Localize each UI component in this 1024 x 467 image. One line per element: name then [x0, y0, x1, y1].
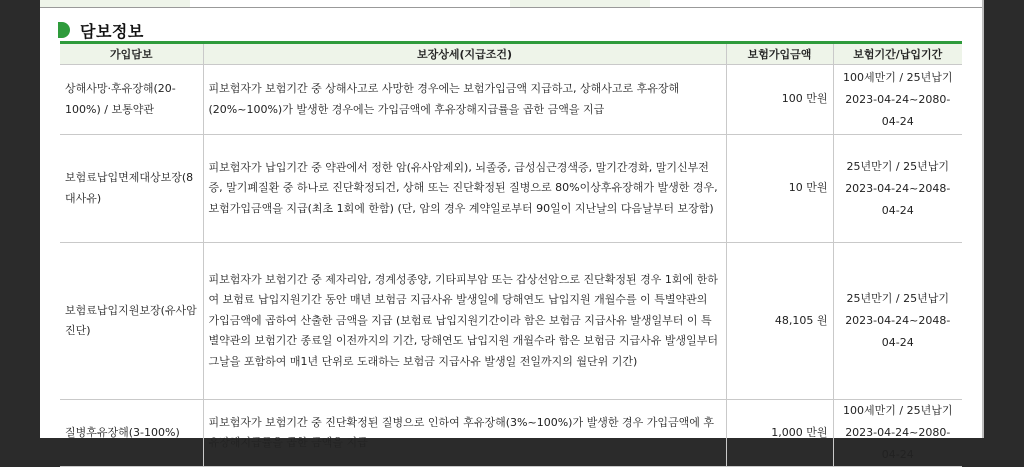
document-page	[40, 0, 984, 461]
coverage-table	[60, 41, 962, 467]
table-row	[60, 135, 962, 243]
coverage-amount: 1,000 만원	[726, 400, 833, 467]
coverage-amount: 100 만원	[726, 65, 833, 135]
section-title	[58, 18, 144, 42]
section-bullet-icon	[58, 22, 70, 38]
table-row	[60, 243, 962, 400]
coverage-detail: 피보험자가 보험기간 중 진단확정된 질병으로 인하여 후유장해(3%~100%)가 발생한 경우 가입금액에 후유장해지급률을 곱한 금액을 지급	[203, 400, 726, 467]
period-dates: 2023-04-24~2048-04-24	[845, 181, 951, 217]
coverage-detail: 피보험자가 보험기간 중 상해사고로 사망한 경우에는 보험가입금액 지급하고, 상해사고로 후유장해(20%~100%)가 발생한 경우에는 가입금액에 후유장해지급률을 곱한 금액을 지급	[203, 65, 726, 135]
period-term: 25년만기 / 25년납기	[846, 292, 949, 305]
table-row	[60, 400, 962, 467]
section-title-text: 담보정보	[80, 21, 144, 41]
coverage-name: 상해사망·후유장해(20-100%) / 보통약관	[60, 65, 203, 135]
header-detail: 보장상세(지급조건)	[203, 43, 726, 65]
previous-row-clipped	[40, 0, 984, 8]
period-dates: 2023-04-24~2080-04-24	[845, 92, 951, 128]
period-dates: 2023-04-24~2080-04-24	[845, 426, 951, 461]
header-coverage: 가입담보	[60, 43, 203, 65]
coverage-detail: 피보험자가 보험기간 중 제자리암, 경계성종양, 기타피부암 또는 갑상선암으로 진단확정된 경우 1회에 한하여 보험료 납입지원기간 동안 매년 보험금 지급사유 발생일에 당해연도 납입지원 개월수를 이 특별약관의 가입금액에 곱하여 산출한 금액을 지급 (보험료 납입지원기간이라 함은 보험금 지급사유 발생일부터 이 특별약관의 보험기간 종료일 이전까지의 기간, 당해연도 납입지원 개월수라 함은 보험금 지급사유 발생일부터 그날을 포함하여 매1년 단위로 도래하는 보험금 지급사유 발생일 전일까지의 월단위 기간)	[203, 243, 726, 400]
header-period: 보험기간/납입기간	[833, 43, 962, 65]
table-row	[60, 65, 962, 135]
coverage-period	[833, 135, 962, 243]
period-term: 100세만기 / 25년납기	[843, 404, 953, 417]
coverage-amount: 48,105 원	[726, 243, 833, 400]
coverage-name: 질병후유장해(3-100%)	[60, 400, 203, 467]
coverage-name: 보험료납입지원보장(유사암진단)	[60, 243, 203, 400]
coverage-period	[833, 400, 962, 467]
coverage-period	[833, 243, 962, 400]
coverage-name: 보험료납입면제대상보장(8대사유)	[60, 135, 203, 243]
coverage-detail: 피보험자가 납입기간 중 약관에서 정한 암(유사암제외), 뇌졸중, 급성심근경색증, 말기간경화, 말기신부전증, 말기폐질환 중 하나로 진단확정되건, 상해 또는 진단확정된 질병으로 80%이상후유장해가 발생한 경우, 보험가입금액을 지급(최초 1회에 한함) (단, 암의 경우 계약일로부터 90일이 지난날의 다음날부터 보장함)	[203, 135, 726, 243]
table-header-row	[60, 43, 962, 65]
period-term: 25년만기 / 25년납기	[846, 159, 949, 173]
page-right-border	[982, 0, 984, 438]
coverage-period	[833, 65, 962, 135]
coverage-amount: 10 만원	[726, 135, 833, 243]
header-amount: 보험가입금액	[726, 43, 833, 65]
period-term: 100세만기 / 25년납기	[843, 70, 953, 84]
period-dates: 2023-04-24~2048-04-24	[845, 314, 951, 349]
